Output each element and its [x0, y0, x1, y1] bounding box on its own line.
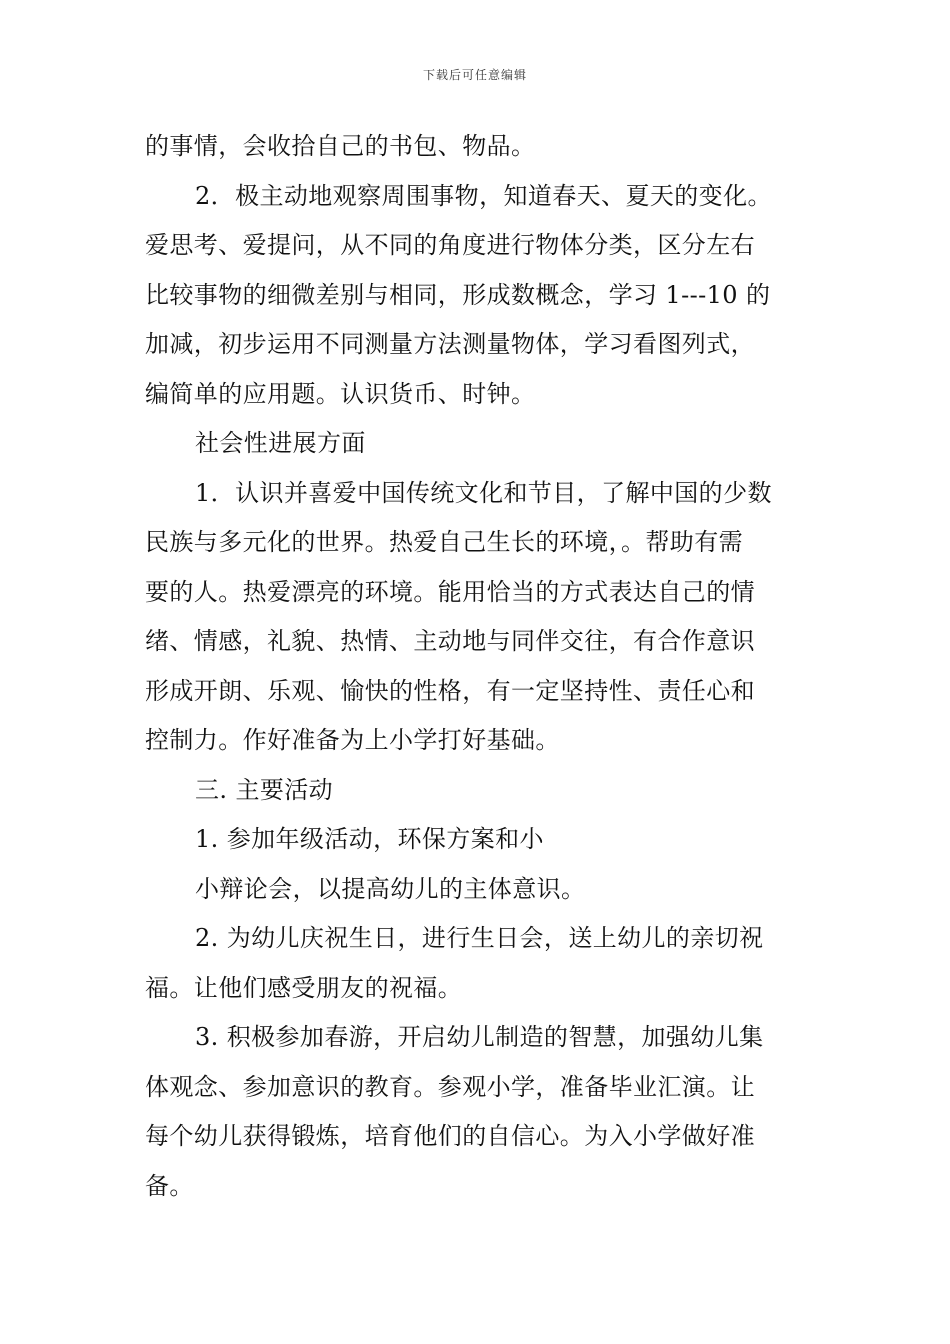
text-line: 2. 为幼儿庆祝生日，进行生日会，送上幼儿的亲切祝 — [195, 924, 764, 952]
text-line: 编简单的应用题。认识货币、时钟。 — [145, 379, 536, 408]
text-line: 备。 — [145, 1171, 194, 1200]
text-line: 比较事物的细微差别与相同，形成数概念，学习 1---10 的 — [145, 280, 771, 309]
section-heading: 三. 主要活动 — [195, 775, 334, 804]
text-line: 民族与多元化的世界。热爱自己生长的环境，。帮助有需 — [145, 528, 743, 556]
text-line: 2．极主动地观察周围事物，知道春天、夏天的变化。 — [195, 181, 772, 210]
text-line: 1．认识并喜爱中国传统文化和节目，了解中国的少数 — [195, 478, 772, 507]
text-line: 1. 参加年级活动，环保方案和小 — [195, 825, 544, 853]
text-line: 爱思考、爱提问，从不同的角度进行物体分类，区分左右 — [145, 231, 755, 259]
document-body — [145, 128, 810, 1217]
text-line: 福。让他们感受朋友的祝福。 — [145, 973, 463, 1002]
text-line: 小辩论会，以提高幼儿的主体意识。 — [195, 874, 586, 903]
section-heading: 社会性进展方面 — [195, 429, 366, 457]
text-line: 绪、情感，礼貌、热情、主动地与同伴交往，有合作意识 — [145, 627, 755, 655]
text-line: 的事情，会收拾自己的书包、物品。 — [145, 132, 536, 160]
text-line: 每个幼儿获得锻炼，培育他们的自信心。为入小学做好准 — [145, 1122, 755, 1150]
page-header: 下载后可任意编辑 — [422, 68, 527, 82]
text-line: 3. 积极参加春游，开启幼儿制造的智慧，加强幼儿集 — [195, 1023, 764, 1051]
text-line: 加减，初步运用不同测量方法测量物体，学习看图列式， — [145, 330, 755, 358]
text-line: 体观念、参加意识的教育。参观小学，准备毕业汇演。让 — [145, 1072, 755, 1101]
text-line: 要的人。热爱漂亮的环境。能用恰当的方式表达自己的情 — [145, 577, 755, 606]
text-line: 控制力。作好准备为上小学打好基础。 — [145, 726, 560, 754]
text-line: 形成开朗、乐观、愉快的性格，有一定坚持性、责任心和 — [145, 676, 755, 705]
